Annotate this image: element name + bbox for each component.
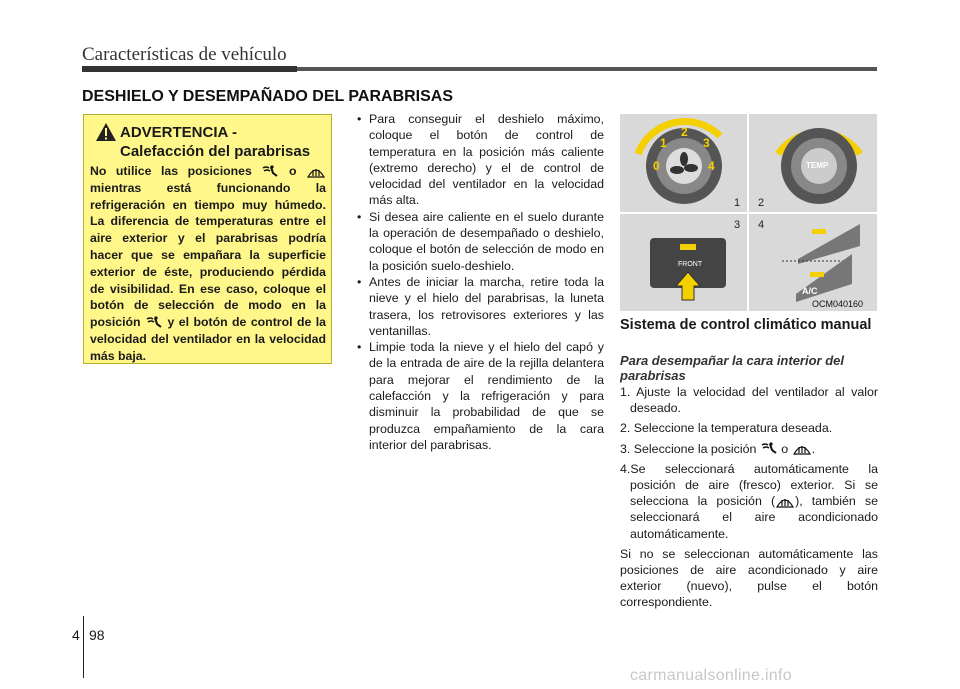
front-button-label: FRONT (678, 261, 703, 268)
step-item (620, 461, 878, 542)
list-item: • Antes de iniciar la marcha, retire toda la nieve y el hielo del parabrisas, la luneta trasera, los retrovisores exteriores y las ventanillas. (351, 274, 604, 339)
floor-defrost-icon (261, 165, 279, 179)
quadrant-label: 3 (734, 219, 741, 231)
defog-heading: Para desempañar la cara interior del parabrisas (620, 353, 844, 383)
step-item: 2. Seleccione la temperatura deseada. (620, 421, 833, 436)
knob-label: 3 (703, 136, 710, 150)
quadrant-label: 4 (758, 219, 765, 231)
watermark: carmanualsonline.info (630, 667, 792, 684)
page-header-title: Características de vehículo (82, 44, 287, 65)
climate-subtitle: Sistema de control climático manual (620, 317, 872, 333)
defrost-icon (792, 442, 812, 456)
list-item: • Si desea aire caliente en el suelo durante la operación de desempañado o deshielo, coloque el botón de selección de modo en la posición suelo-deshielo. (351, 209, 604, 274)
page-number: 98 (89, 627, 105, 643)
step-text-part: o (781, 441, 789, 456)
climate-control-illustration (620, 114, 877, 311)
defrost-tips-list (351, 111, 604, 453)
step-text-part: ), también se seleccionará el aire acondicionado automáticamente. (630, 494, 879, 541)
step-text-part: . (811, 441, 816, 456)
defog-steps (620, 384, 878, 611)
figure-code: OCM040160 (812, 299, 864, 309)
knob-label: 2 (681, 125, 688, 139)
list-item: • Para conseguir el deshielo máximo, coloque el botón de control de temperatura en la posición más caliente (extremo derecho) y el de control de velocidad del ventilador en la velocidad más alta. (351, 111, 604, 209)
note-paragraph: Si no se seleccionan automáticamente las posiciones de aire acondicionado y aire exterior (nuevo), pulse el botón correspondiente. (620, 546, 878, 610)
warning-text-part: mientras está funcionando la refrigeración en tiempo muy húmedo. La diferencia de temperaturas entre el aire exterior y el parabrisas podría hacer que se empañara la superficie exterior de éste, produciendo pérdida de visibilidad. En ese caso, coloque el botón de selección de modo en la posición (90, 180, 326, 330)
footer-divider (83, 616, 84, 678)
header-rule-tab (82, 66, 297, 72)
step-text-part: 3. Seleccione la posición (620, 441, 757, 456)
floor-defrost-icon (145, 316, 163, 330)
knob-label: 4 (708, 159, 715, 173)
quadrant-label: 2 (758, 197, 765, 209)
ac-button-label: A/C (802, 286, 818, 296)
chapter-number: 4 (72, 627, 80, 643)
warning-text-part: No utilice las posiciones (90, 164, 252, 178)
section-title: DESHIELO Y DESEMPAÑADO DEL PARABRISAS (82, 88, 454, 105)
warning-triangle-icon (95, 122, 117, 142)
knob-label: 0 (653, 159, 660, 173)
step-item: 1. Ajuste la velocidad del ventilador al valor deseado. (620, 385, 878, 416)
warning-text-part: o (288, 164, 297, 178)
list-item: • Limpie toda la nieve y el hielo del capó y de la entrada de aire de la rejilla delantera para mejorar el rendimiento de la calefacción y la refrigeración y para disminuir la probabilidad de que se produzca empañamiento de la cara interior del parabrisas. (351, 339, 604, 453)
floor-defrost-icon (760, 442, 778, 456)
warning-text-part: y el botón de control de la velocidad del ventilador en la velocidad más baja. (90, 315, 326, 363)
climate-control-figure (620, 114, 877, 311)
step-text-part: 4.Se seleccionará automáticamente la posición de aire (fresco) exterior. Si se selecciona la posición ( (620, 461, 878, 509)
knob-label: 1 (660, 136, 667, 150)
temp-label: TEMP (806, 161, 829, 170)
warning-heading: ADVERTENCIA - (120, 124, 237, 141)
defrost-icon (306, 165, 326, 179)
warning-box (83, 114, 332, 364)
warning-subheading: Calefacción del parabrisas (120, 143, 311, 160)
quadrant-label: 1 (734, 197, 741, 209)
step-item (620, 441, 878, 457)
defrost-icon (775, 495, 795, 509)
warning-text (90, 163, 326, 365)
